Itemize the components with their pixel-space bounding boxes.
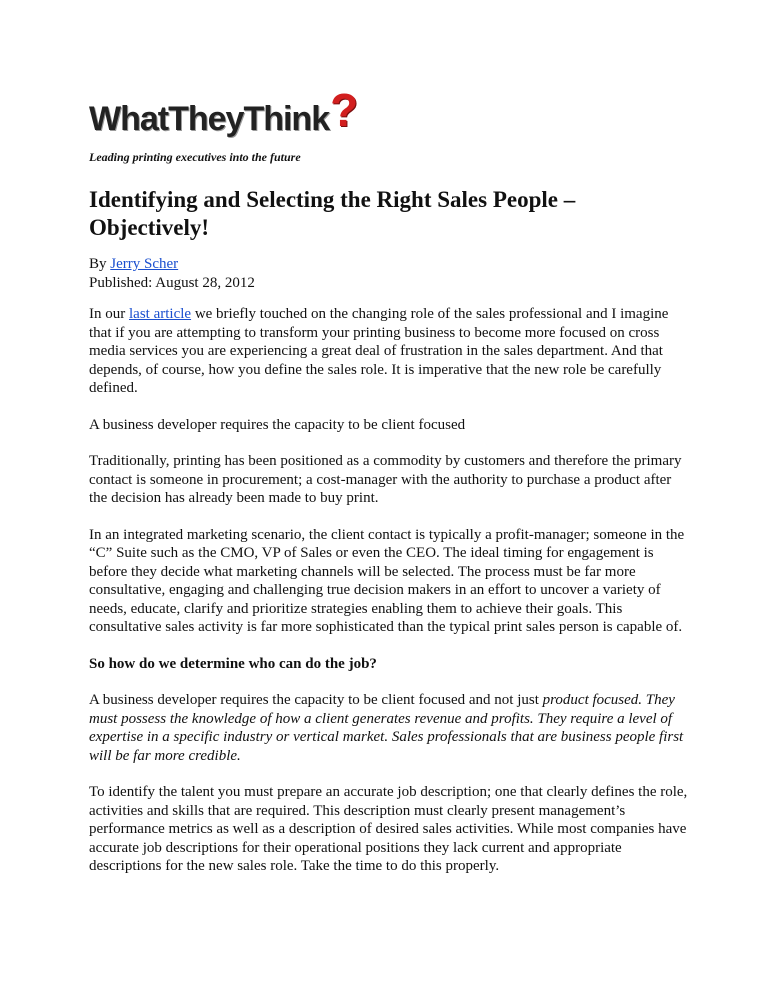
article-page xyxy=(89,86,689,894)
last-article-link[interactable]: last article xyxy=(129,306,192,322)
paragraph-intro xyxy=(89,305,689,398)
paragraph-intro-text-start: In our xyxy=(89,306,129,322)
paragraph-business-developer-text: A business developer requires the capacity to be client focused and not just xyxy=(89,692,543,708)
paragraph-intro-text-end: we briefly touched on the changing role of the sales professional and I imagine that if you are attempting to transform your printing business to become more focused on cross media services you are experiencing a great deal of frustration in the sales department. And that depends, of course, how you define the sales role. It is imperative that the new role be carefully defined. xyxy=(89,306,669,396)
byline-prefix: By xyxy=(89,256,111,272)
paragraph-integrated-marketing: In an integrated marketing scenario, the client contact is typically a profit-manager; someone in the “C” Suite such as the CMO, VP of Sales or even the CEO. The ideal timing for engagement is before they decide what marketing channels will be selected. The process must be far more consultative, engaging and challenging true decision makers in an effort to uncover a variety of needs, educate, clarify and prioritize strategies enabling them to achieve their goals. This consultative sales activity is far more sophisticated than the typical print sales person is capable of. xyxy=(89,526,685,635)
article-title: Identifying and Selecting the Right Sales People – Objectively! xyxy=(89,187,576,240)
logo-wordmark: WhatTheyThink xyxy=(89,100,330,138)
whattheythink-logo xyxy=(89,86,689,136)
paragraph-identify-talent: To identify the talent you must prepare an accurate job description; one that clearly defines the role, activities and skills that are required. This description must clearly present management’s performance metrics as well as a description of desired sales activities. While most companies have accurate job descriptions for their operational positions they lack current and appropriate descriptions for the new sales role. Take the time to do this properly. xyxy=(89,784,688,874)
section-subhead: So how do we determine who can do the job? xyxy=(89,655,377,672)
paragraph-capacity: A business developer requires the capacity to be client focused xyxy=(89,416,466,433)
paragraph-business-developer-italic: product focused. They must possess the knowledge of how a client generates revenue and profits. They require a level of expertise in a specific industry or vertical market. Sales professionals that are business people first will be far more credible. xyxy=(89,692,684,764)
byline xyxy=(89,255,689,274)
author-link[interactable]: Jerry Scher xyxy=(110,256,179,272)
logo-question-mark: ? xyxy=(330,84,359,136)
paragraph-traditionally: Traditionally, printing has been positioned as a commodity by customers and therefore the primary contact is someone in procurement; a cost-manager with the authority to purchase a product after the decision has already been made to buy print. xyxy=(89,453,682,506)
tagline: Leading printing executives into the future xyxy=(89,150,301,164)
published-date: Published: August 28, 2012 xyxy=(89,275,255,291)
paragraph-business-developer xyxy=(89,691,689,765)
